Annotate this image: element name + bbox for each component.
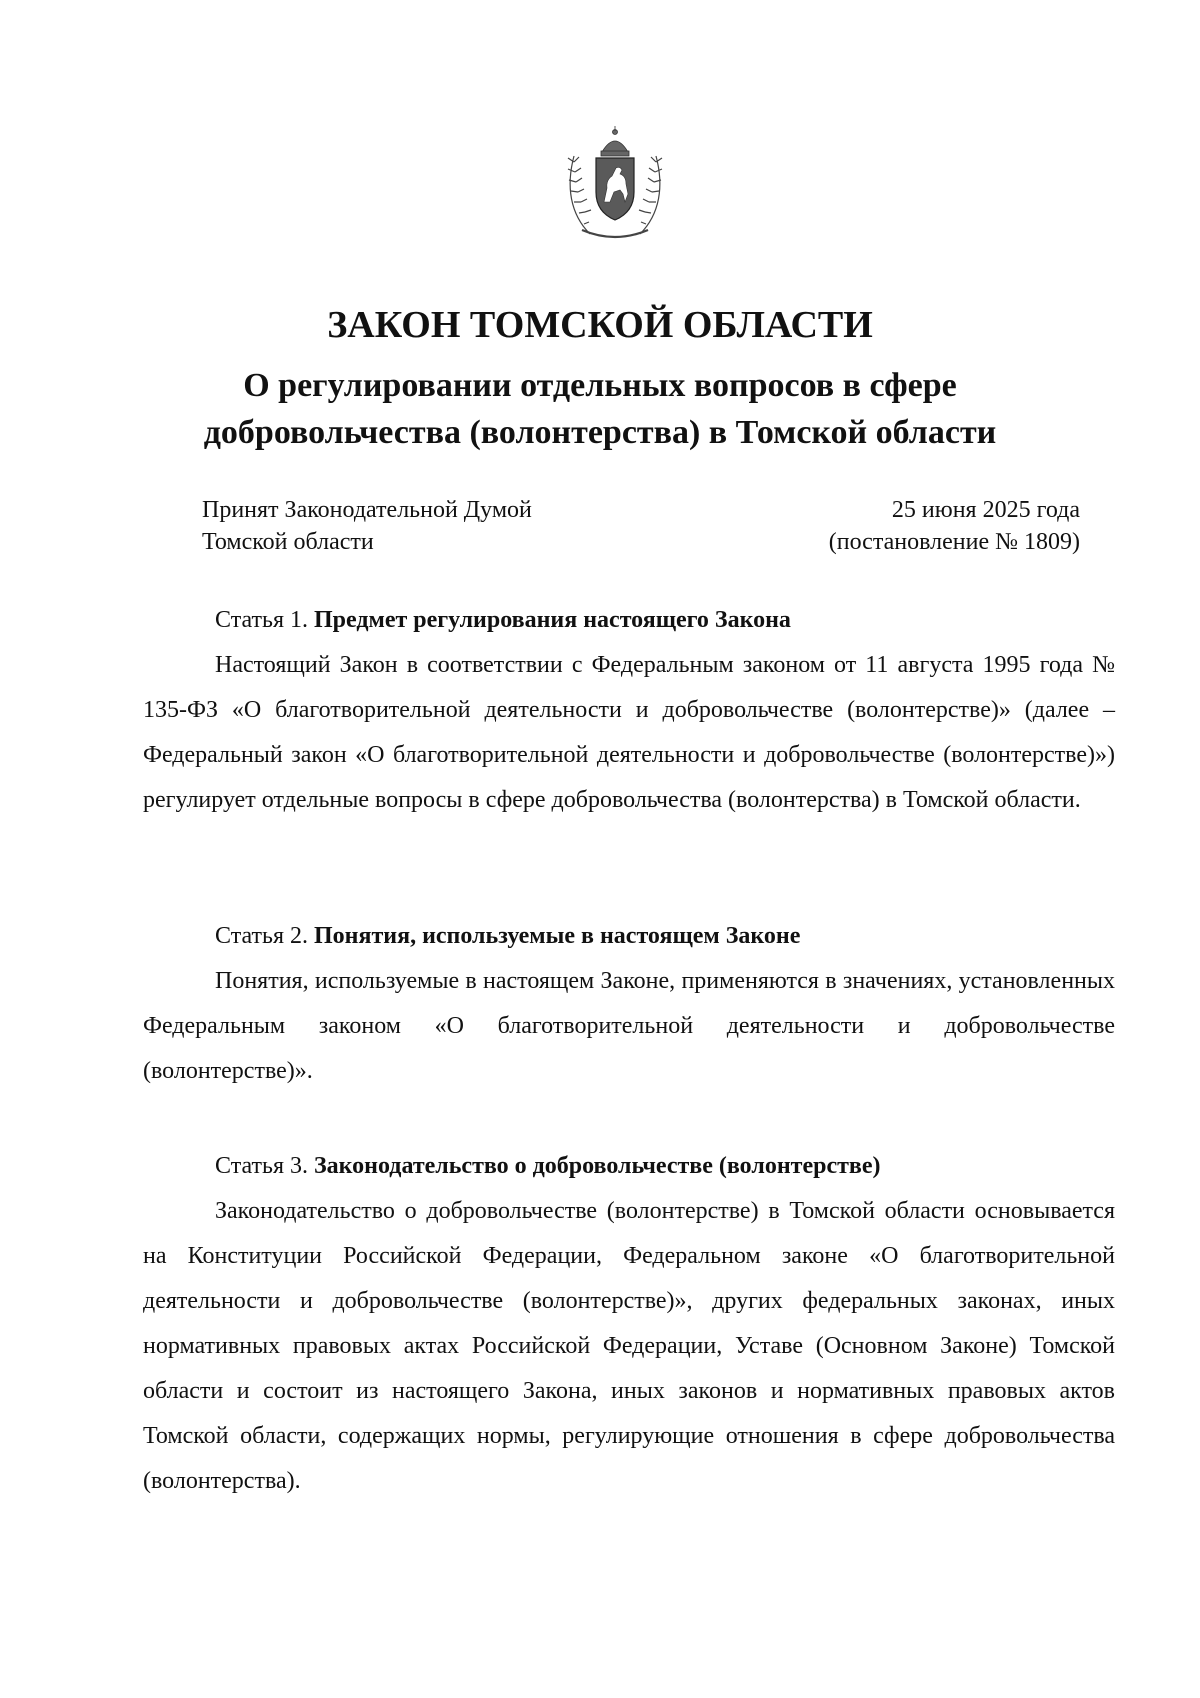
adoption-date: 25 июня 2025 года xyxy=(891,497,1080,523)
law-subtitle: О регулировании отдельных вопросов в сфере добровольчества (волонтерства) в Томской области xyxy=(203,367,997,451)
article-2-title: Понятия, используемые в настоящем Законе xyxy=(313,923,801,949)
adoption-body-line2: Томской области xyxy=(202,529,374,555)
article-1-title: Предмет регулирования настоящего Закона xyxy=(313,607,791,633)
coat-of-arms-emblem xyxy=(560,122,670,244)
article-1-heading xyxy=(215,604,791,636)
adoption-body xyxy=(202,494,532,558)
article-1-number: Статья 1. xyxy=(215,607,308,633)
article-3-heading xyxy=(215,1150,881,1182)
article-2-heading xyxy=(215,920,800,952)
adoption-date-block xyxy=(829,494,1080,558)
article-1-text: Настоящий Закон в соответствии с Федеральным законом от 11 августа 1995 года № 135-ФЗ «О благотворительной деятельности и добровольчестве (волонтерстве)» (далее – Федеральный закон «О благотворительной деятельности и добровольчестве (волонтерстве)») регулирует отдельные вопросы в сфере добровольчества (волонтерства) в Томской области. xyxy=(143,652,1115,813)
article-2-number: Статья 2. xyxy=(215,923,308,949)
article-3-number: Статья 3. xyxy=(215,1153,308,1179)
adoption-resolution: (постановление № 1809) xyxy=(828,529,1080,555)
article-3-title: Законодательство о добровольчестве (волонтерстве) xyxy=(313,1153,881,1179)
article-2-text: Понятия, используемые в настоящем Законе, применяются в значениях, установленных Федеральным законом «О благотворительной деятельности и добровольчестве (волонтерстве)». xyxy=(143,968,1115,1084)
adoption-body-line1: Принят Законодательной Думой xyxy=(202,497,532,523)
article-3-text: Законодательство о добровольчестве (волонтерстве) в Томской области основывается на Конституции Российской Федерации, Федеральном законе «О благотворительной деятельности и добровольчестве (волонтерстве)», других федеральных законах, иных нормативных правовых актах Российской Федерации, Уставе (Основном Законе) Томской области и состоит из настоящего Закона, иных законов и нормативных правовых актов Томской области, содержащих нормы, регулирующие отношения в сфере добровольчества (волонтерства). xyxy=(143,1198,1115,1494)
law-title: ЗАКОН ТОМСКОЙ ОБЛАСТИ xyxy=(327,304,873,346)
